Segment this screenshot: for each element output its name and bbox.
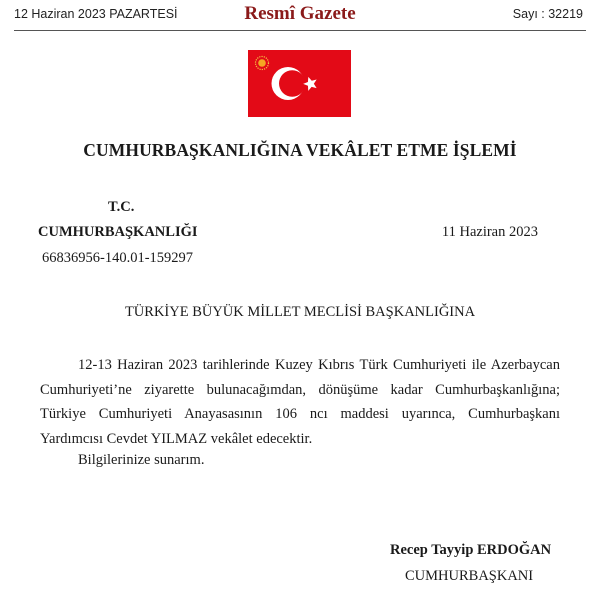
closing-line: Bilgilerinize sunarım.: [78, 452, 205, 468]
header-divider: [14, 30, 586, 31]
turkish-presidential-flag-icon: [248, 50, 351, 117]
signer-title: CUMHURBAŞKANI: [405, 568, 534, 584]
sender-tc: T.C.: [108, 199, 135, 215]
issue-date: 12 Haziran 2023 PAZARTESİ: [14, 7, 178, 21]
document-title: CUMHURBAŞKANLIĞINA VEKÂLET ETME İŞLEMİ: [83, 140, 517, 160]
sender-institution: CUMHURBAŞKANLIĞI: [38, 224, 198, 240]
body-paragraph: 12-13 Haziran 2023 tarihlerinde Kuzey Kıbrıs Türk Cumhuriyeti ile Azerbaycan Cumhuriyeti’ne ziyarette bulunacağımdan, dönüşüme kadar Cumhurbaşkanlığına; Türkiye Cumhuriyeti Anayasasının 106 ncı maddesi uyarınca, Cumhurbaşkanı Yardımcısı Cevdet YILMAZ vekâlet edecektir.: [40, 357, 560, 447]
signer-name: Recep Tayyip ERDOĞAN: [390, 542, 552, 558]
addressee: TÜRKİYE BÜYÜK MİLLET MECLİSİ BAŞKANLIĞINA: [124, 304, 476, 320]
issue-number: Sayı : 32219: [512, 7, 583, 21]
gazette-header: [0, 0, 600, 34]
document-date: 11 Haziran 2023: [441, 224, 538, 240]
publication-title: Resmî Gazete: [244, 3, 356, 24]
reference-number: 66836956-140.01-159297: [42, 250, 194, 266]
